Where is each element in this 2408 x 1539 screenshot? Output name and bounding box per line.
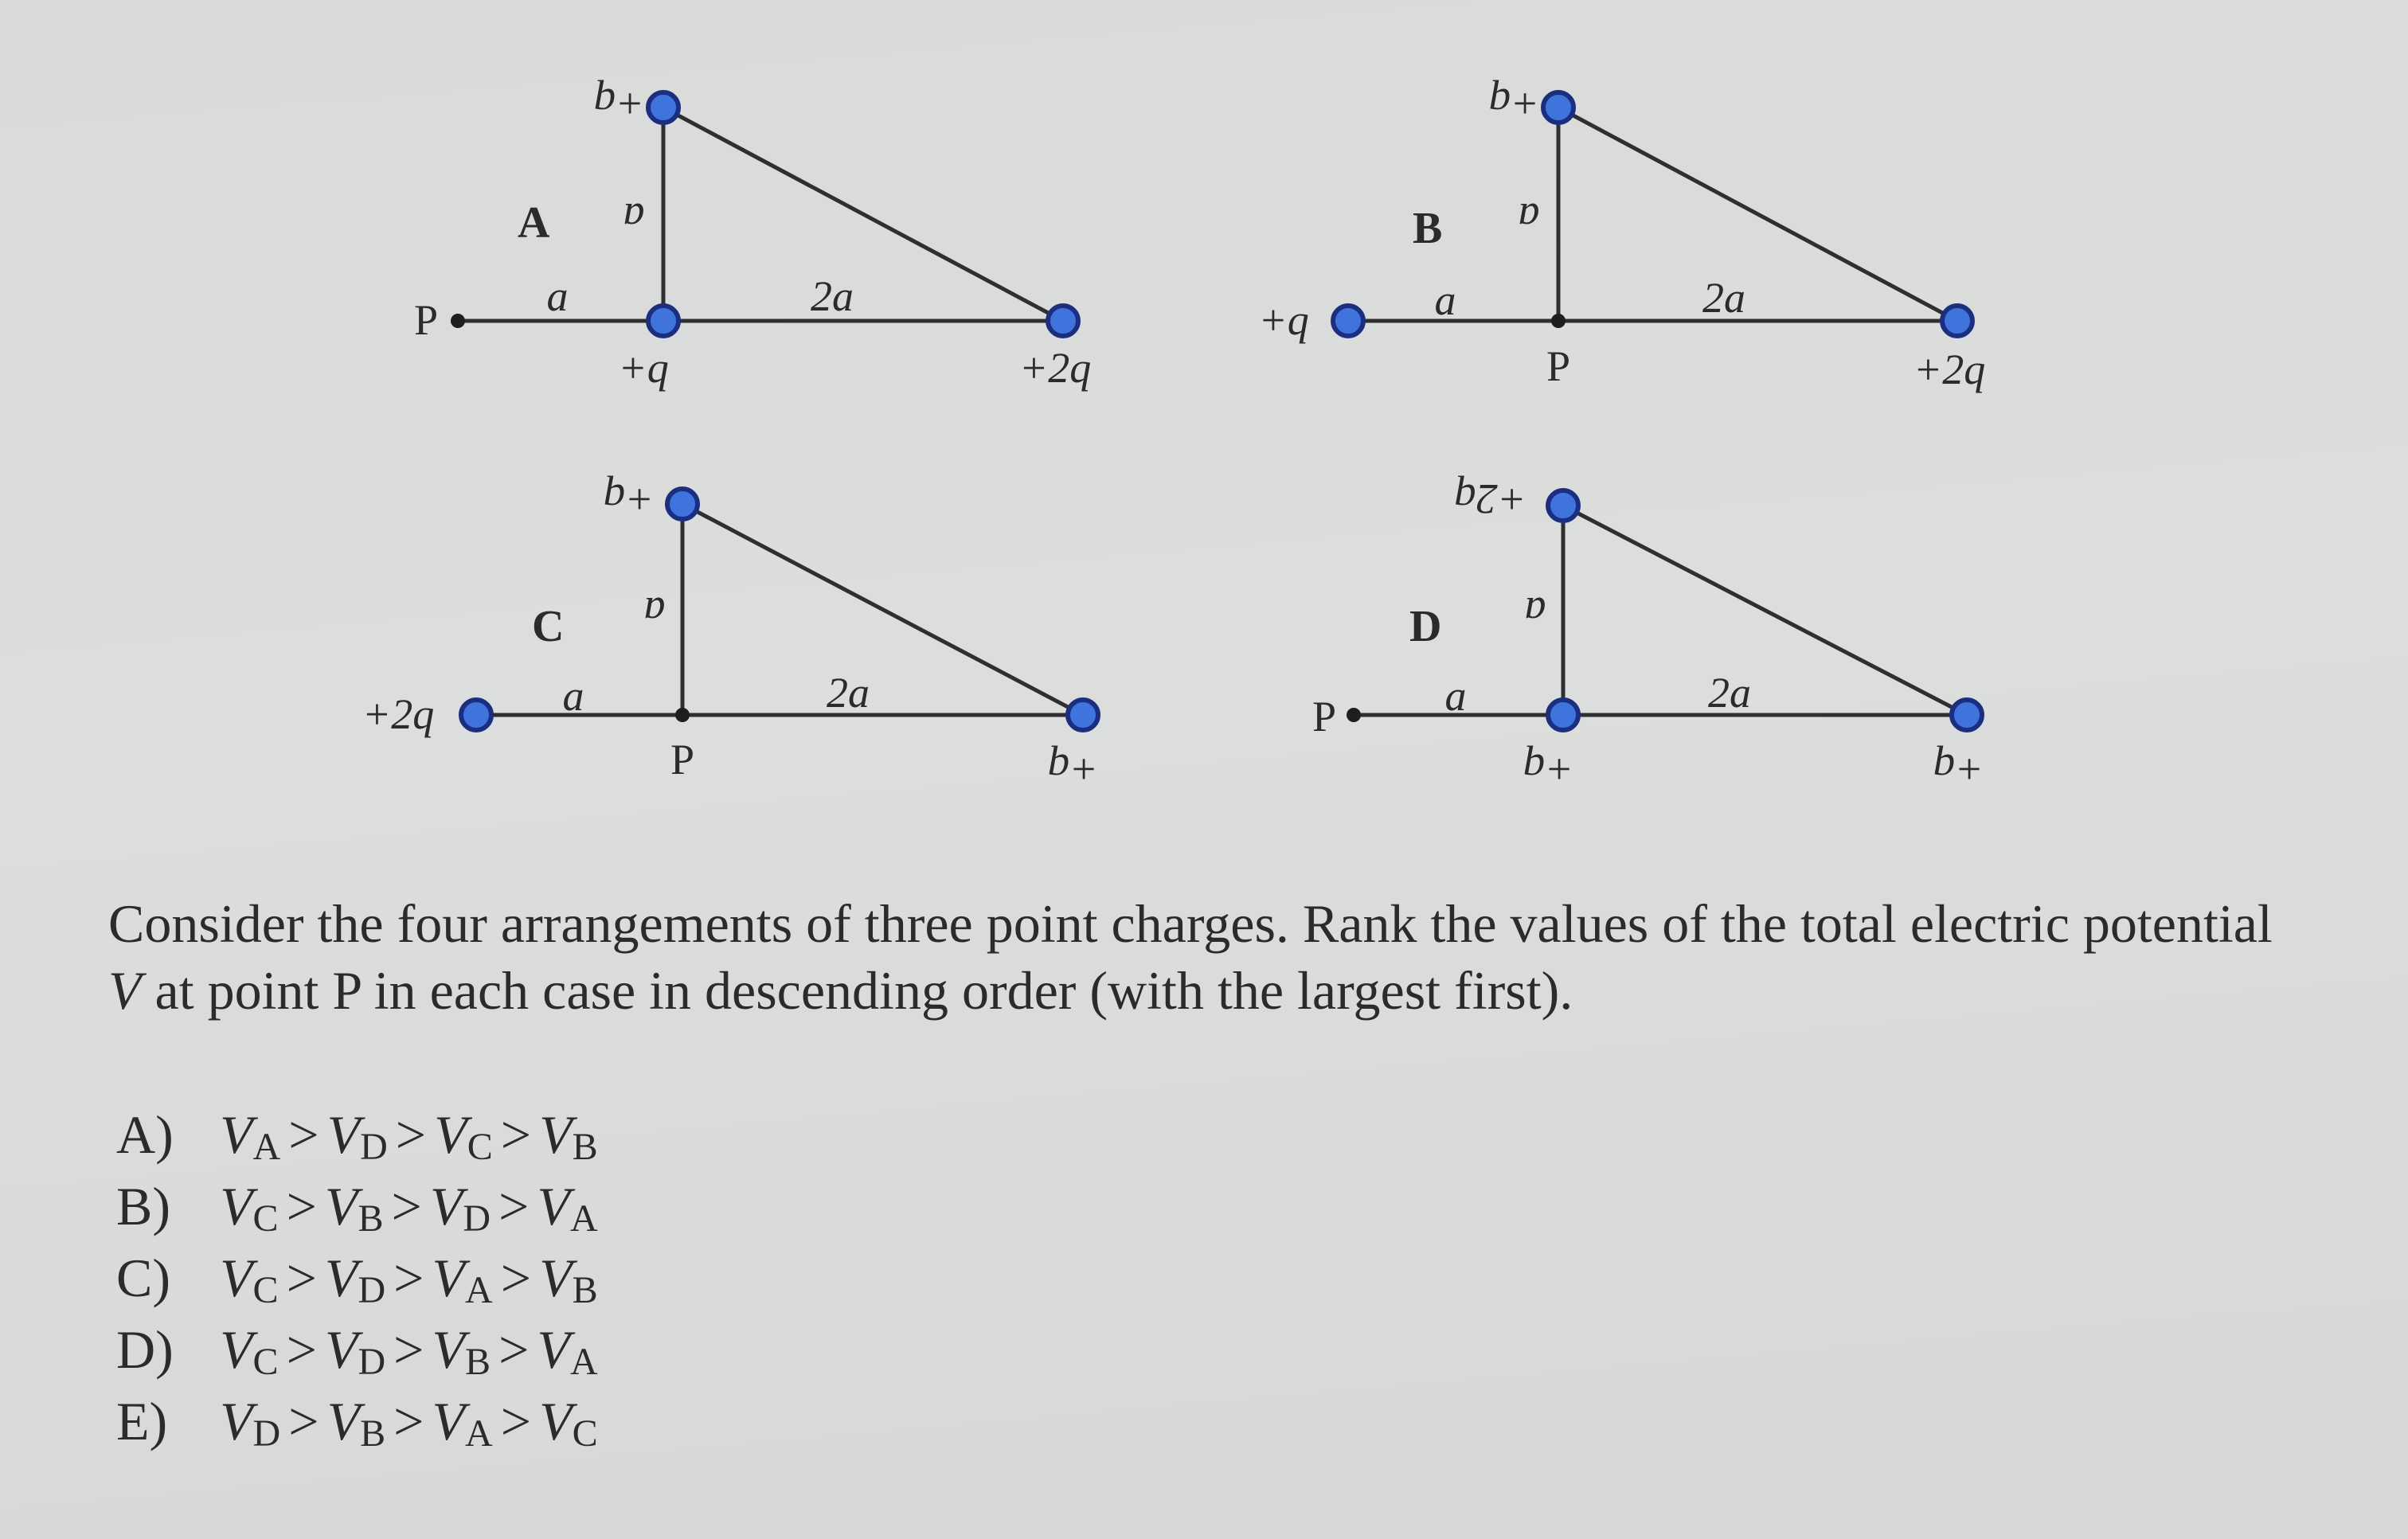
- greater-than-symbol: >: [500, 1104, 532, 1165]
- diagram-b: [1258, 80, 1985, 393]
- potential-subscript: A: [252, 1126, 281, 1168]
- potential-subscript: D: [358, 1269, 386, 1311]
- potential-term: $V_B$: [539, 1104, 598, 1168]
- potential-term: $V_B$: [326, 1391, 386, 1455]
- diagram-a-point-p: [451, 314, 465, 328]
- greater-than-symbol: >: [288, 1104, 319, 1165]
- diagram-a: [414, 80, 1091, 392]
- answer-option-letter: B): [116, 1176, 170, 1236]
- potential-subscript: D: [463, 1197, 491, 1240]
- diagram-d: [1312, 475, 1984, 793]
- diagram-a-vertical-segment-label: a: [623, 194, 645, 242]
- potential-subscript: D: [252, 1412, 281, 1455]
- potential-symbol: V: [108, 960, 142, 1021]
- diagram-b-point-p: [1551, 314, 1566, 328]
- diagram-d-point-p-label: P: [1312, 693, 1337, 740]
- diagram-b-left-segment-label: a: [1434, 276, 1456, 324]
- diagram-a-hypotenuse-line: [663, 107, 1063, 321]
- answer-option: [116, 1099, 598, 1170]
- diagram-c: [362, 475, 1099, 793]
- diagram-c-left-charge: [461, 700, 491, 730]
- diagram-c-left-charge-label: +2q: [362, 690, 435, 738]
- potential-subscript: C: [252, 1197, 279, 1240]
- diagram-d-right-charge-label: +q: [1933, 745, 1984, 793]
- diagram-d-right-segment-label: 2a: [1708, 669, 1751, 717]
- diagram-b-top-charge: [1543, 92, 1573, 123]
- answer-option: [116, 1314, 598, 1385]
- diagram-c-label: C: [532, 602, 565, 651]
- greater-than-symbol: >: [288, 1391, 319, 1451]
- diagram-c-vertical-segment-label: a: [643, 588, 666, 636]
- greater-than-symbol: >: [498, 1319, 530, 1380]
- potential-term: $V_D$: [429, 1176, 491, 1240]
- diagram-c-right-charge-label: +q: [1048, 745, 1099, 793]
- diagram-b-top-charge-label: +q: [1489, 80, 1540, 127]
- potential-term: $V_C$: [220, 1248, 279, 1311]
- greater-than-symbol: >: [393, 1391, 424, 1451]
- potential-subscript: C: [252, 1341, 279, 1383]
- diagram-c-hypotenuse-line: [682, 504, 1083, 715]
- potential-term: $V_D$: [220, 1391, 281, 1455]
- greater-than-symbol: >: [391, 1176, 422, 1236]
- diagram-d-top-charge-label: +2q: [1454, 475, 1527, 523]
- diagram-a-label: A: [518, 198, 550, 248]
- potential-term: $V_A$: [220, 1104, 281, 1168]
- diagram-d-right-charge: [1952, 700, 1982, 730]
- diagram-d-point-p: [1347, 708, 1361, 722]
- potential-subscript: B: [360, 1412, 386, 1455]
- potential-subscript: D: [360, 1126, 388, 1168]
- greater-than-symbol: >: [393, 1319, 424, 1380]
- answer-option: [116, 1385, 598, 1457]
- potential-term: $V_A$: [537, 1176, 598, 1240]
- diagram-d-label: D: [1409, 602, 1442, 651]
- greater-than-symbol: >: [286, 1248, 317, 1308]
- diagram-d-top-charge: [1548, 490, 1578, 521]
- potential-subscript: A: [465, 1412, 493, 1455]
- potential-subscript: B: [358, 1197, 384, 1240]
- diagram-c-top-charge: [667, 489, 698, 519]
- potential-subscript: D: [358, 1341, 386, 1383]
- diagram-a-corner-charge-label: +q: [618, 344, 669, 392]
- potential-subscript: B: [572, 1269, 598, 1311]
- potential-term: $V_D$: [326, 1104, 388, 1168]
- diagram-a-right-segment-label: 2a: [811, 272, 854, 320]
- potential-term: $V_A$: [432, 1391, 493, 1455]
- diagram-a-right-charge: [1048, 306, 1078, 336]
- answer-options: [116, 1099, 598, 1457]
- potential-term: $V_B$: [324, 1176, 384, 1240]
- diagram-d-corner-charge-label: +q: [1523, 745, 1574, 793]
- diagram-c-top-charge-label: +q: [604, 475, 655, 523]
- potential-term: $V_C$: [539, 1391, 598, 1455]
- greater-than-symbol: >: [395, 1104, 427, 1165]
- diagram-b-point-p-label: P: [1546, 342, 1571, 390]
- diagram-a-left-segment-label: a: [546, 272, 569, 320]
- diagram-a-top-charge: [648, 92, 678, 123]
- diagram-b-hypotenuse-line: [1558, 107, 1957, 321]
- diagram-c-left-segment-label: a: [562, 672, 584, 720]
- potential-term: $V_B$: [432, 1319, 491, 1383]
- greater-than-symbol: >: [286, 1319, 317, 1380]
- potential-subscript: B: [572, 1126, 598, 1168]
- diagram-d-corner-charge: [1548, 700, 1578, 730]
- greater-than-symbol: >: [286, 1176, 317, 1236]
- greater-than-symbol: >: [500, 1248, 532, 1308]
- potential-term: $V_C$: [220, 1319, 279, 1383]
- greater-than-symbol: >: [498, 1176, 530, 1236]
- potential-subscript: C: [572, 1412, 598, 1455]
- answer-option-letter: D): [116, 1319, 174, 1380]
- potential-subscript: A: [569, 1341, 598, 1383]
- answer-option: [116, 1170, 598, 1242]
- potential-term: $V_A$: [537, 1319, 598, 1383]
- diagram-b-right-segment-label: 2a: [1702, 274, 1745, 322]
- question-text: Consider the four arrangements of three point charges. Rank the values of the total electric potential V at point P in each case in descending order (with the largest first).: [108, 893, 2273, 1021]
- potential-term: $V_A$: [432, 1248, 493, 1311]
- diagram-c-right-segment-label: 2a: [827, 669, 870, 717]
- answer-option-letter: A): [116, 1104, 174, 1165]
- answer-option-letter: E): [116, 1391, 168, 1451]
- diagram-b-right-charge-label: +2q: [1913, 346, 1986, 393]
- diagram-c-point-p: [675, 708, 690, 722]
- potential-term: $V_B$: [539, 1248, 598, 1311]
- diagram-a-top-charge-label: +q: [594, 80, 645, 127]
- greater-than-symbol: >: [500, 1391, 532, 1451]
- diagram-b-vertical-segment-label: a: [1518, 194, 1540, 242]
- diagram-c-right-charge: [1068, 700, 1098, 730]
- diagram-d-hypotenuse-line: [1563, 506, 1967, 715]
- diagram-b-label: B: [1413, 204, 1443, 253]
- diagram-d-left-segment-label: a: [1444, 672, 1467, 720]
- potential-subscript: C: [467, 1126, 493, 1168]
- diagram-b-left-charge-label: +q: [1258, 296, 1309, 344]
- answer-option: [116, 1242, 598, 1314]
- potential-subscript: C: [252, 1269, 279, 1311]
- potential-subscript: B: [465, 1341, 491, 1383]
- potential-subscript: A: [465, 1269, 493, 1311]
- greater-than-symbol: >: [393, 1248, 424, 1308]
- potential-term: $V_D$: [324, 1248, 386, 1311]
- diagram-b-left-charge: [1333, 306, 1363, 336]
- diagram-a-right-charge-label: +2q: [1018, 344, 1092, 392]
- potential-subscript: A: [569, 1197, 598, 1240]
- diagram-c-point-p-label: P: [670, 736, 695, 783]
- diagram-a-corner-charge: [648, 306, 678, 336]
- potential-term: $V_D$: [324, 1319, 386, 1383]
- answer-option-letter: C): [116, 1248, 170, 1308]
- potential-term: $V_C$: [434, 1104, 493, 1168]
- diagram-d-vertical-segment-label: a: [1524, 588, 1546, 636]
- potential-term: $V_C$: [220, 1176, 279, 1240]
- diagram-a-point-p-label: P: [414, 296, 439, 344]
- diagram-b-right-charge: [1942, 306, 1972, 336]
